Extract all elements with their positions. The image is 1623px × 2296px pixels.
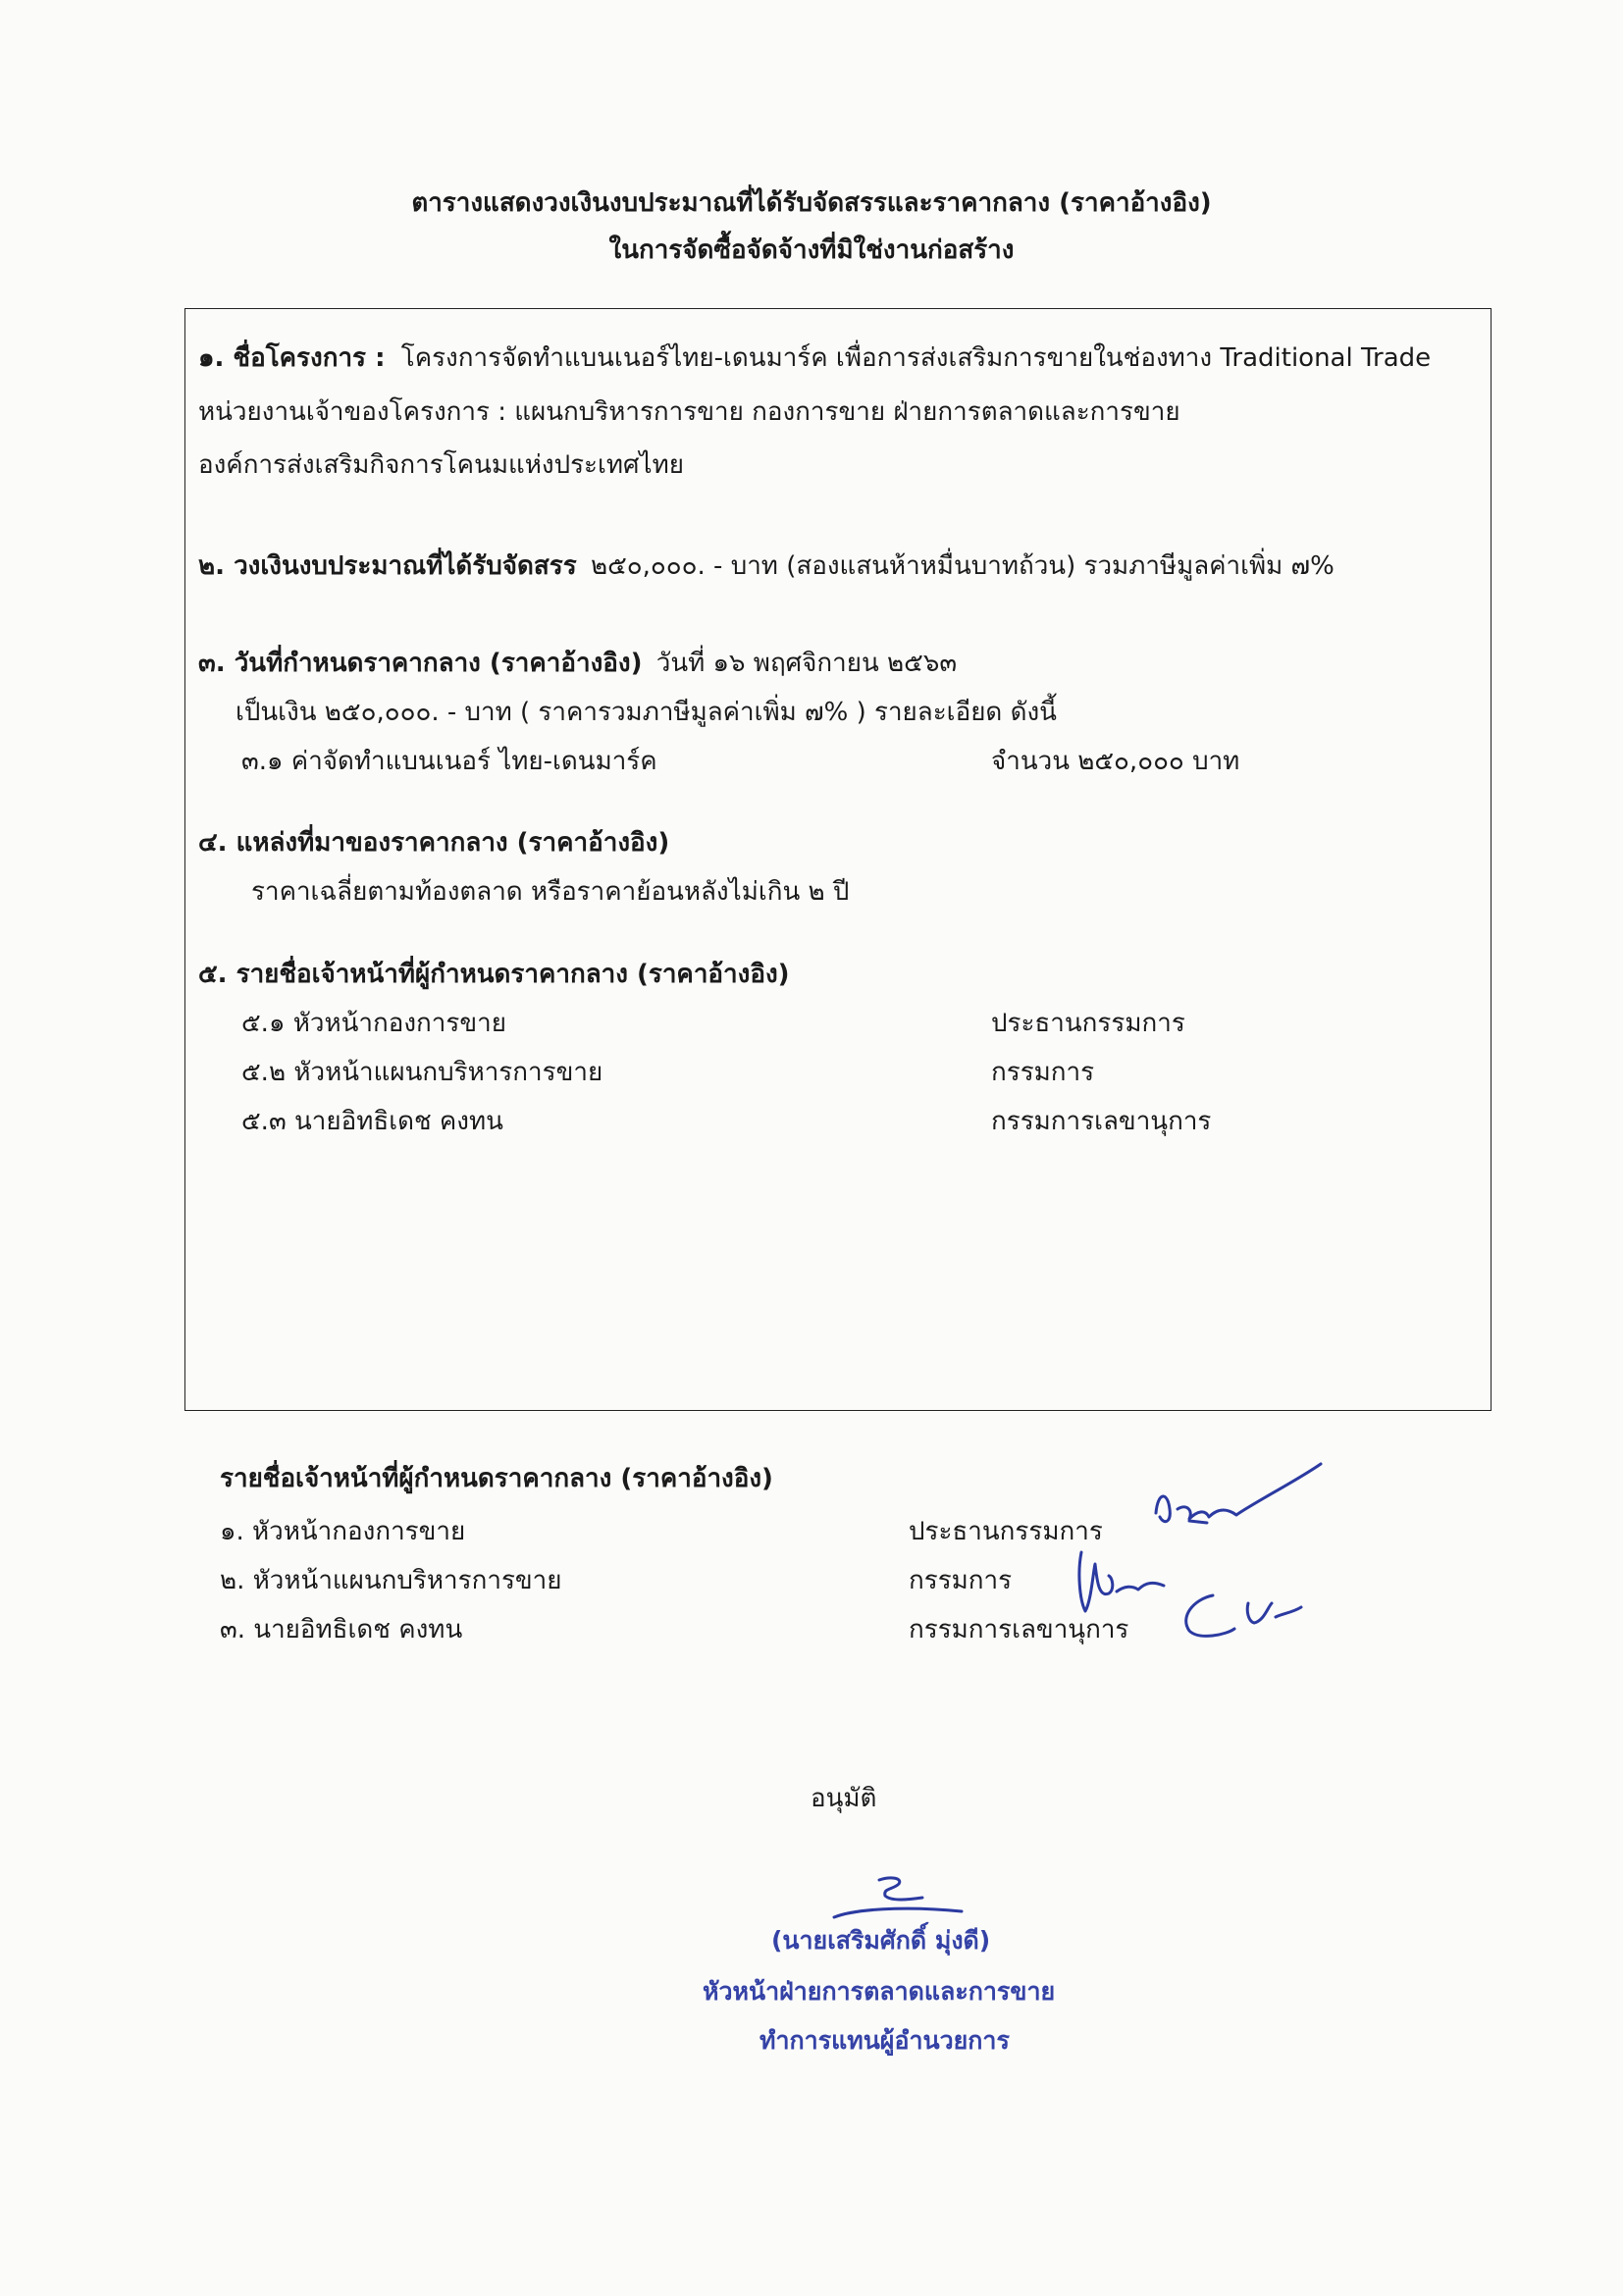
committee-member-role: ประธานกรรมการ — [909, 1517, 1103, 1546]
section5-heading: ๕. รายชื่อเจ้าหน้าที่ผู้กำหนดราคากลาง (ราคาอ้างอิง) — [198, 960, 790, 989]
committee-member-name: ๑. หัวหน้ากองการขาย — [220, 1517, 466, 1546]
secretary-signature — [1174, 1578, 1321, 1666]
budget-amount: ๒๕๐,๐๐๐. - บาท (สองแสนห้าหมื่นบาทถ้วน) รวมภาษีมูลค่าเพิ่ม ๗% — [590, 551, 1335, 581]
approver-position: หัวหน้าฝ่ายการตลาดและการขาย — [703, 1977, 1056, 2006]
approver-acting-position: ทำการแทนผู้อำนวยการ — [759, 2026, 1010, 2055]
member-role: ประธานกรรมการ — [991, 1009, 1185, 1038]
page-title-line2: ในการจัดซื้อจัดจ้างที่มิใช่งานก่อสร้าง — [608, 235, 1015, 265]
member-name: ๕.๑ หัวหน้ากองการขาย — [241, 1009, 506, 1038]
project-name: โครงการจัดทำแบนเนอร์ไทย-เดนมาร์ค เพื่อการส่งเสริมการขายในช่องทาง Traditional Trade — [400, 343, 1432, 373]
page-title-line1: ตารางแสดงวงเงินงบประมาณที่ได้รับจัดสรรและราคากลาง (ราคาอ้างอิง) — [411, 188, 1212, 218]
committee-member-name: ๓. นายอิทธิเดช คงทน — [220, 1615, 463, 1644]
approver-name: (นายเสริมศักดิ์ มุ่งดี) — [771, 1926, 991, 1955]
member-name: ๕.๒ หัวหน้าแผนกบริหารการขาย — [241, 1058, 603, 1087]
committee-member-role: กรรมการเลขานุการ — [909, 1615, 1129, 1644]
project-owner: หน่วยงานเจ้าของโครงการ : แผนกบริหารการขาย กองการขาย ฝ่ายการตลาดและการขาย — [198, 397, 1180, 427]
item-amount: จำนวน ๒๕๐,๐๐๐ บาท — [991, 747, 1240, 776]
item-label: ๓.๑ ค่าจัดทำแบนเนอร์ ไทย-เดนมาร์ค — [241, 747, 657, 776]
committee-member-name: ๒. หัวหน้าแผนกบริหารการขาย — [220, 1566, 562, 1595]
section1-heading: ๑. ชื่อโครงการ : — [198, 343, 386, 373]
section4-heading: ๔. แหล่งที่มาของราคากลาง (ราคาอ้างอิง) — [198, 828, 670, 858]
section1 — [198, 338, 1431, 378]
project-organization: องค์การส่งเสริมกิจการโคนมแห่งประเทศไทย — [198, 450, 684, 480]
section3 — [198, 643, 957, 683]
reference-amount: เป็นเงิน ๒๕๐,๐๐๐. - บาท ( ราคารวมภาษีมูลค่าเพิ่ม ๗% ) รายละเอียด ดังนี้ — [236, 698, 1057, 727]
section3-heading: ๓. วันที่กำหนดราคากลาง (ราคาอ้างอิง) — [198, 649, 643, 678]
member-role: กรรมการเลขานุการ — [991, 1107, 1212, 1136]
price-source: ราคาเฉลี่ยตามท้องตลาด หรือราคาย้อนหลังไม่เกิน ๒ ปี — [251, 877, 850, 907]
committee-signature — [1070, 1542, 1187, 1631]
section2 — [198, 546, 1335, 586]
member-role: กรรมการ — [991, 1058, 1095, 1087]
approval-label: อนุมัติ — [811, 1784, 877, 1813]
committee-member-role: กรรมการ — [909, 1566, 1013, 1595]
member-name: ๕.๓ นายอิทธิเดช คงทน — [241, 1107, 503, 1136]
reference-date: วันที่ ๑๖ พฤศจิกายน ๒๕๖๓ — [655, 649, 958, 678]
section2-heading: ๒. วงเงินงบประมาณที่ได้รับจัดสรร — [198, 551, 577, 581]
committee-heading: รายชื่อเจ้าหน้าที่ผู้กำหนดราคากลาง (ราคาอ้างอิง) — [220, 1464, 773, 1493]
